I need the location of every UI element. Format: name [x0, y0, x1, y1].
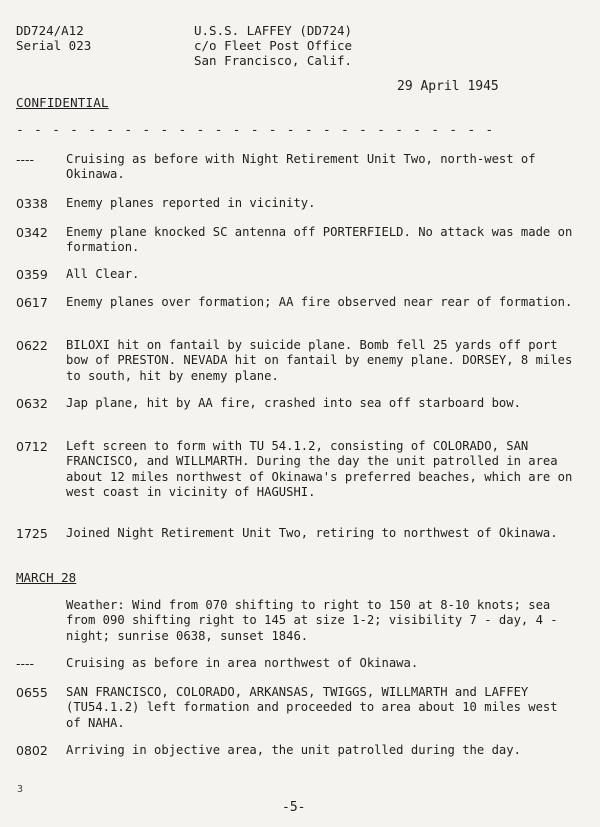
- section-heading-march-28: MARCH 28: [16, 570, 77, 585]
- entry-text: Enemy plane knocked SC antenna off PORTERFIELD. No attack was made on formation.: [66, 225, 573, 255]
- entry-text: Cruising as before with Night Retirement Unit Two, north-west of Okinawa.: [66, 152, 536, 182]
- page-number: -5-: [282, 800, 306, 815]
- entry-time: ----: [16, 152, 35, 167]
- entry-text: Enemy planes reported in vicinity.: [66, 196, 316, 210]
- entry-time: 0712: [16, 439, 48, 454]
- entry-time: 0622: [16, 338, 48, 353]
- serial-number: Serial 023: [16, 38, 92, 53]
- file-reference: DD724/A12: [16, 23, 84, 38]
- entry-text: Left screen to form with TU 54.1.2, consisting of COLORADO, SAN FRANCISCO, and WILLMARTH. During the day the unit patrolled in area about 12 miles northwest of Okinawa's preferred beaches, which are on west coast in vicinity of HAGUSHI.: [66, 439, 573, 500]
- entry-time: 1725: [16, 526, 48, 541]
- entry-text: BILOXI hit on fantail by suicide plane. Bomb fell 25 yards off port bow of PRESTON. NEVADA hit on fantail by enemy plane. DORSEY, 8 miles to south, hit by enemy plane.: [66, 338, 573, 383]
- margin-mark: 3: [17, 784, 24, 795]
- entry-time: 0632: [16, 396, 48, 411]
- classification-marking: CONFIDENTIAL: [16, 95, 109, 110]
- entry-time: 0802: [16, 743, 48, 758]
- ship-name: U.S.S. LAFFEY (DD724): [194, 23, 353, 38]
- entry-time: 0617: [16, 295, 48, 310]
- address-line-2: San Francisco, Calif.: [194, 53, 353, 68]
- entry-text: Joined Night Retirement Unit Two, retiring to northwest of Okinawa.: [66, 526, 558, 540]
- address-line-1: c/o Fleet Post Office: [194, 38, 353, 53]
- entry-text: SAN FRANCISCO, COLORADO, ARKANSAS, TWIGGS, WILLMARTH and LAFFEY (TU54.1.2) left formation and proceeded to area about 10 miles west of NAHA.: [66, 685, 558, 730]
- entry-time: 0342: [16, 225, 48, 240]
- entry-text: Cruising as before in area northwest of Okinawa.: [66, 656, 419, 670]
- entry-text: All Clear.: [66, 267, 140, 281]
- separator-line: - - - - - - - - - - - - - - - - - - - - - - - - - - -: [16, 123, 495, 138]
- entry-time: 0655: [16, 685, 48, 700]
- entry-time: 0338: [16, 196, 48, 211]
- entry-text: Jap plane, hit by AA fire, crashed into sea off starboard bow.: [66, 396, 521, 410]
- entry-text: Arriving in objective area, the unit patrolled during the day.: [66, 743, 521, 757]
- entry-text: Enemy planes over formation; AA fire observed near rear of formation.: [66, 295, 573, 309]
- document-date: 29 April 1945: [397, 79, 499, 94]
- entry-time: 0359: [16, 267, 48, 282]
- weather-report: Weather: Wind from 070 shifting to right to 150 at 8-10 knots; sea from 090 shifting right to 145 at size 1-2; visibility 7 - day, 4 - night; sunrise 0638, sunset 1846.: [66, 598, 558, 643]
- entry-time: ----: [16, 656, 35, 671]
